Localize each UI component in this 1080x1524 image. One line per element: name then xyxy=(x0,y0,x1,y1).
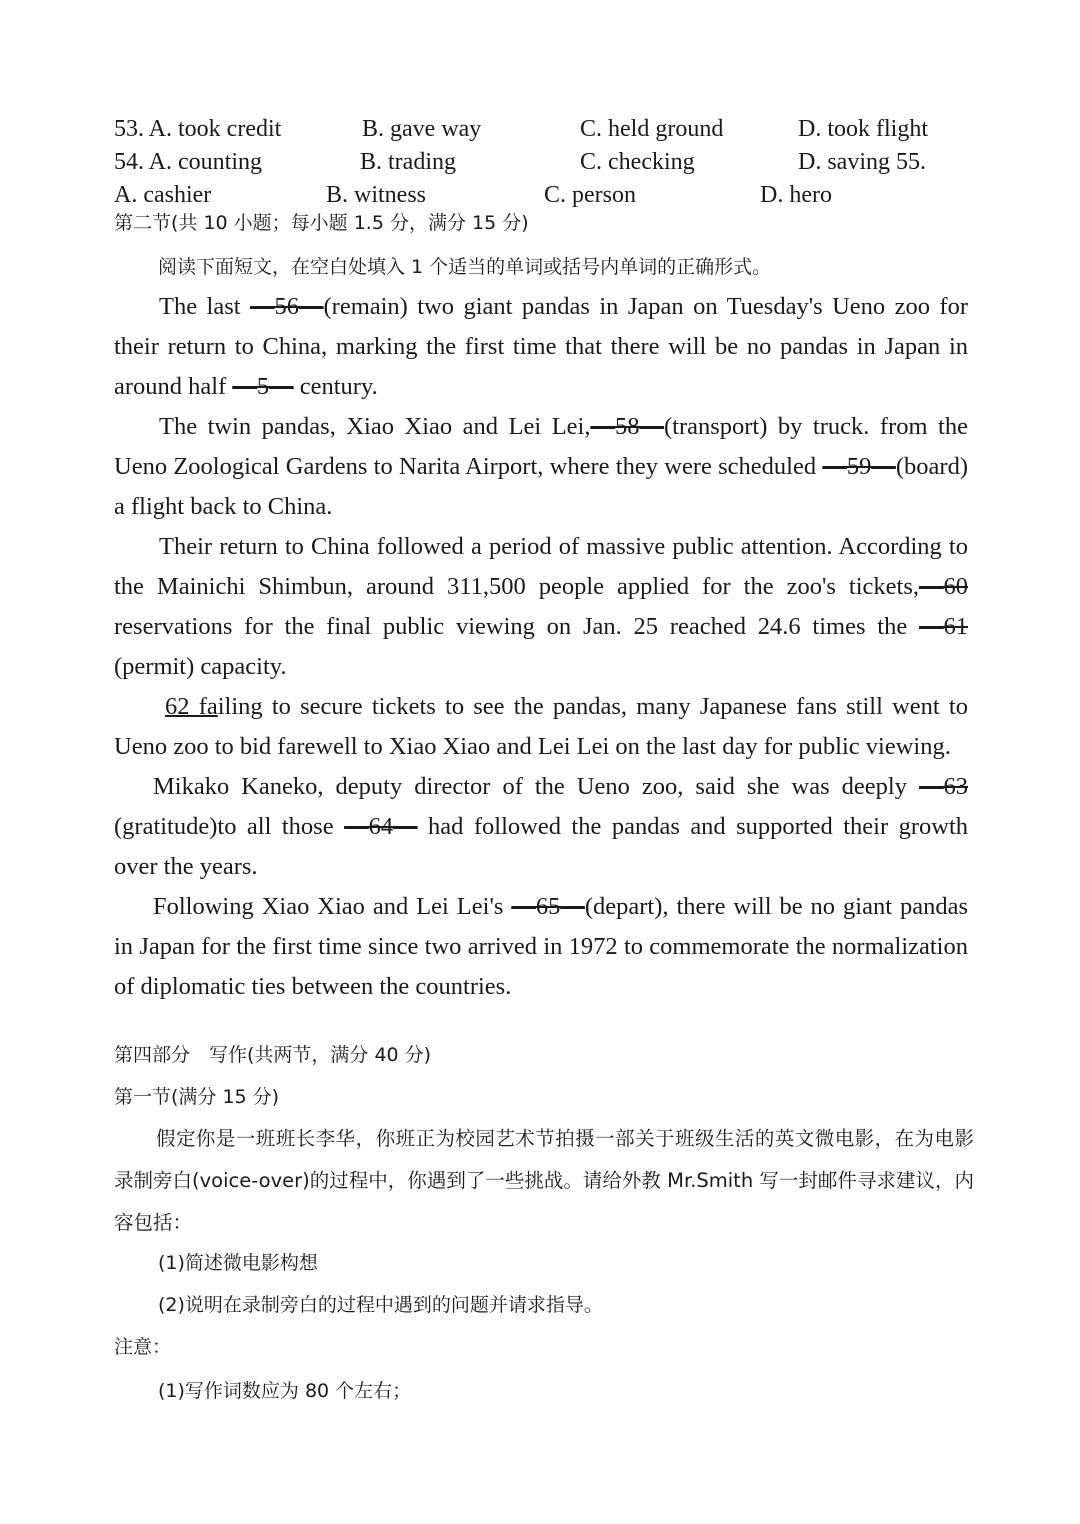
option-54-b: B. trading xyxy=(360,149,456,175)
p5-text-3: had followed the pandas and supported their growth over the years. xyxy=(114,813,969,880)
blank-63: —63 xyxy=(919,773,968,800)
p3-text-1: Their return to China followed a period of massive public attention. According to the Mainichi Shimbun, around 311,500 people applied for the zoo's tickets, xyxy=(114,533,968,600)
p1-text-2: (remain) two giant pandas in Japan on Tuesday's Ueno zoo for their return to China, marking the first time that there will be no pandas in Japan in around half xyxy=(114,293,968,400)
writing-item-1: (1)简述微电影构想 xyxy=(158,1252,318,1274)
part4-sub-heading: 第一节(满分 15 分) xyxy=(114,1086,280,1108)
p3-text-2: reservations for the final public viewing on Jan. 25 reached 24.6 times the xyxy=(114,613,919,640)
option-55-d: D. hero xyxy=(760,182,832,208)
blank-61: —61 xyxy=(919,613,968,640)
option-53-b: B. gave way xyxy=(362,116,482,142)
option-53-c: C. held ground xyxy=(580,116,724,142)
p1-text-1: The last xyxy=(159,293,250,320)
p2-text-3: (board) a flight back to China. xyxy=(114,453,968,520)
option-54-d: D. saving 55. xyxy=(798,149,926,175)
option-53-d: D. took flight xyxy=(798,116,928,142)
blank-59: —59— xyxy=(822,453,896,480)
section2-heading: 第二节(共 10 小题；每小题 1.5 分，满分 15 分) xyxy=(114,212,529,234)
p5-text-2: (gratitude)to all those xyxy=(114,813,345,840)
blank-60: —60 xyxy=(919,573,968,600)
blank-65: —65— xyxy=(511,893,585,920)
paragraph-5 xyxy=(114,767,968,887)
p1-text-3: century. xyxy=(293,373,378,400)
option-54-a: 54. A. counting xyxy=(114,149,262,175)
paragraph-4 xyxy=(114,687,968,767)
passage xyxy=(114,287,968,1007)
option-55-c: C. person xyxy=(544,182,636,208)
writing-prompt-text: 假定你是一班班长李华，你班正为校园艺术节拍摄一部关于班级生活的英文微电影，在为电影录制旁白(voice-over)的过程中，你遇到了一些挑战。请给外教 Mr.Smith 写一封邮件寻求建议，内容包括： xyxy=(114,1127,974,1234)
note-item-1: (1)写作词数应为 80 个左右； xyxy=(158,1380,412,1402)
option-55-a: A. cashier xyxy=(114,182,212,208)
option-54-c: C. checking xyxy=(580,149,695,175)
part4-heading: 第四部分 写作(共两节，满分 40 分) xyxy=(114,1044,432,1066)
p4-text-1: iling to secure tickets to see the pandas, many Japanese fans still went to Ueno zoo to bid farewell to Xiao Xiao and Lei Lei on the last day for public viewing. xyxy=(114,693,968,760)
p3-text-3: (permit) capacity. xyxy=(114,653,287,680)
blank-57: —5— xyxy=(232,373,294,400)
writing-item-2: (2)说明在录制旁白的过程中遇到的问题并请求指导。 xyxy=(158,1294,603,1316)
paragraph-3 xyxy=(114,527,968,687)
options-row-55 xyxy=(0,178,1080,212)
blank-62: 62 fa xyxy=(165,693,218,720)
p6-text-1: Following Xiao Xiao and Lei Lei's xyxy=(153,893,512,920)
blank-56: —56— xyxy=(250,293,324,320)
paragraph-6 xyxy=(114,887,968,1007)
option-53-a: 53. A. took credit xyxy=(114,116,282,142)
paragraph-2 xyxy=(114,407,968,527)
blank-58: —58— xyxy=(590,413,664,440)
p2-text-1: The twin pandas, Xiao Xiao and Lei Lei, xyxy=(159,413,591,440)
option-55-b: B. witness xyxy=(326,182,427,208)
blank-64: —64— xyxy=(344,813,418,840)
paragraph-1 xyxy=(114,287,968,407)
p6-text-2: (depart), there will be no giant pandas in Japan for the first time since two arrived in 1972 to commemorate the normalization of diplomatic ties between the countries. xyxy=(114,893,968,1000)
p2-text-2: (transport) by truck. from the Ueno Zoological Gardens to Narita Airport, where they were scheduled xyxy=(114,413,968,480)
writing-prompt xyxy=(114,1118,974,1244)
options-row-53 xyxy=(0,112,1080,146)
note-label: 注意： xyxy=(114,1336,172,1358)
options-row-54 xyxy=(0,145,1080,179)
p5-text-1: Mikako Kaneko, deputy director of the Ueno zoo, said she was deeply xyxy=(153,773,919,800)
section2-instruction: 阅读下面短文，在空白处填入 1 个适当的单词或括号内单词的正确形式。 xyxy=(158,256,772,278)
